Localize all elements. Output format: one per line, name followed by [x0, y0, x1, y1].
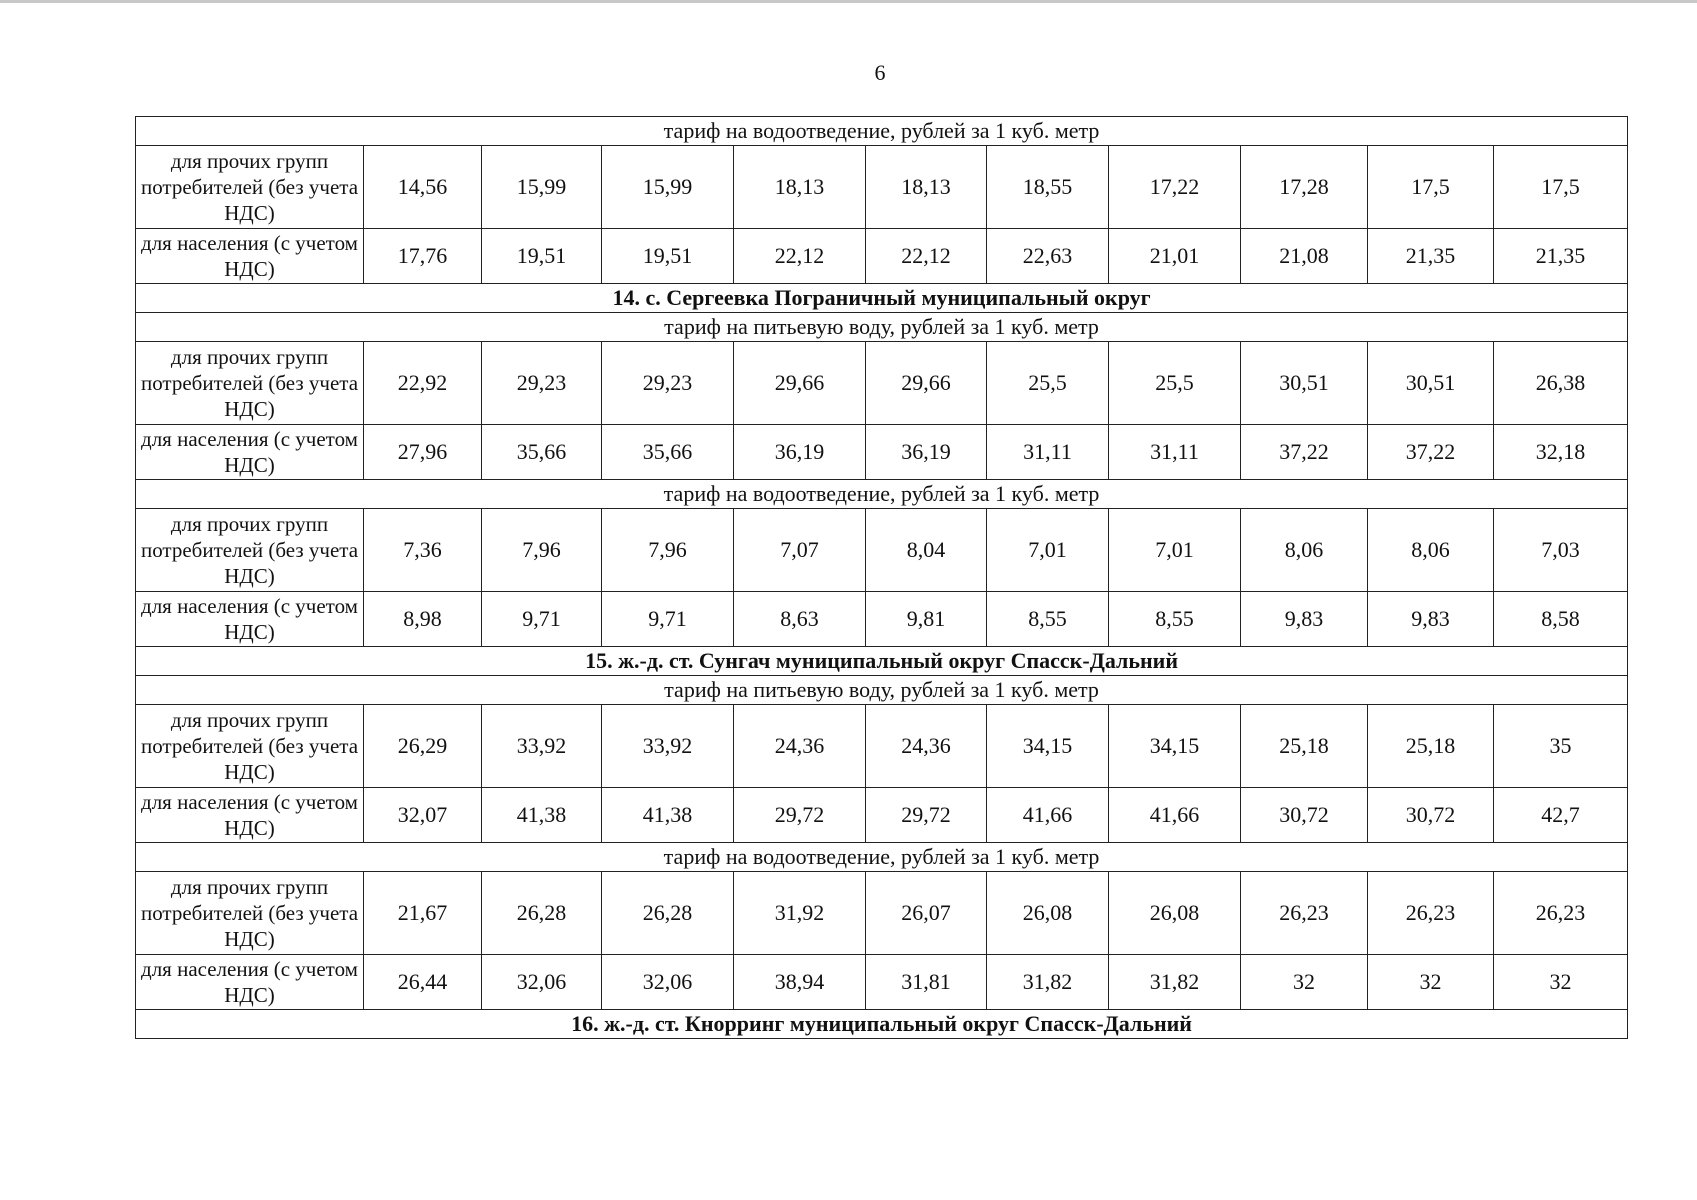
row-label: для населения (с учетом НДС) [136, 229, 364, 284]
value-cell: 15,99 [482, 146, 602, 229]
row-label: для прочих групп потребителей (без учета НДС) [136, 705, 364, 788]
value-cell: 29,66 [734, 342, 866, 425]
table-row [136, 229, 1628, 284]
value-cell: 25,5 [987, 342, 1109, 425]
value-cell: 7,03 [1494, 509, 1628, 592]
value-cell: 22,63 [987, 229, 1109, 284]
value-cell: 21,35 [1494, 229, 1628, 284]
value-cell: 29,72 [734, 788, 866, 843]
value-cell: 36,19 [866, 425, 987, 480]
value-cell: 26,23 [1368, 872, 1494, 955]
value-cell: 41,66 [987, 788, 1109, 843]
value-cell: 17,5 [1494, 146, 1628, 229]
row-label: для прочих групп потребителей (без учета НДС) [136, 872, 364, 955]
value-cell: 41,66 [1109, 788, 1241, 843]
value-cell: 8,55 [987, 592, 1109, 647]
table-row [136, 872, 1628, 955]
value-cell: 22,92 [364, 342, 482, 425]
value-cell: 17,76 [364, 229, 482, 284]
value-cell: 26,23 [1494, 872, 1628, 955]
value-cell: 35,66 [482, 425, 602, 480]
value-cell: 29,23 [602, 342, 734, 425]
value-cell: 18,13 [734, 146, 866, 229]
value-cell: 25,18 [1241, 705, 1368, 788]
value-cell: 25,18 [1368, 705, 1494, 788]
section-row [136, 1010, 1628, 1039]
value-cell: 7,96 [602, 509, 734, 592]
value-cell: 31,82 [987, 955, 1109, 1010]
value-cell: 30,72 [1368, 788, 1494, 843]
tariff-table [135, 116, 1628, 1039]
value-cell: 35 [1494, 705, 1628, 788]
value-cell: 22,12 [734, 229, 866, 284]
value-cell: 8,55 [1109, 592, 1241, 647]
value-cell: 31,82 [1109, 955, 1241, 1010]
value-cell: 34,15 [1109, 705, 1241, 788]
value-cell: 18,13 [866, 146, 987, 229]
value-cell: 38,94 [734, 955, 866, 1010]
value-cell: 29,72 [866, 788, 987, 843]
table-row [136, 342, 1628, 425]
tariff-row [136, 480, 1628, 509]
value-cell: 7,96 [482, 509, 602, 592]
table-row [136, 592, 1628, 647]
value-cell: 7,01 [987, 509, 1109, 592]
value-cell: 7,36 [364, 509, 482, 592]
row-label: для населения (с учетом НДС) [136, 955, 364, 1010]
value-cell: 9,71 [482, 592, 602, 647]
value-cell: 17,22 [1109, 146, 1241, 229]
value-cell: 21,08 [1241, 229, 1368, 284]
table-row [136, 788, 1628, 843]
value-cell: 29,23 [482, 342, 602, 425]
value-cell: 30,72 [1241, 788, 1368, 843]
value-cell: 8,06 [1241, 509, 1368, 592]
tariff-title: тариф на водоотведение, рублей за 1 куб. метр [136, 117, 1628, 146]
tariff-title: тариф на питьевую воду, рублей за 1 куб. метр [136, 676, 1628, 705]
value-cell: 8,06 [1368, 509, 1494, 592]
value-cell: 9,83 [1368, 592, 1494, 647]
value-cell: 26,28 [602, 872, 734, 955]
value-cell: 9,71 [602, 592, 734, 647]
value-cell: 31,11 [987, 425, 1109, 480]
value-cell: 32,18 [1494, 425, 1628, 480]
value-cell: 21,01 [1109, 229, 1241, 284]
value-cell: 8,63 [734, 592, 866, 647]
table-row [136, 146, 1628, 229]
table-row [136, 425, 1628, 480]
page-number: 6 [874, 60, 886, 85]
value-cell: 32 [1494, 955, 1628, 1010]
value-cell: 9,81 [866, 592, 987, 647]
section-row [136, 647, 1628, 676]
value-cell: 8,04 [866, 509, 987, 592]
value-cell: 33,92 [602, 705, 734, 788]
value-cell: 26,08 [987, 872, 1109, 955]
scan-edge [0, 0, 1697, 3]
value-cell: 21,67 [364, 872, 482, 955]
table-row [136, 705, 1628, 788]
section-title: 14. с. Сергеевка Пограничный муниципальный округ [136, 284, 1628, 313]
value-cell: 32,06 [482, 955, 602, 1010]
value-cell: 22,12 [866, 229, 987, 284]
value-cell: 29,66 [866, 342, 987, 425]
row-label: для населения (с учетом НДС) [136, 425, 364, 480]
value-cell: 32 [1241, 955, 1368, 1010]
value-cell: 7,07 [734, 509, 866, 592]
tariff-title: тариф на водоотведение, рублей за 1 куб. метр [136, 843, 1628, 872]
value-cell: 24,36 [734, 705, 866, 788]
value-cell: 27,96 [364, 425, 482, 480]
value-cell: 26,29 [364, 705, 482, 788]
value-cell: 26,07 [866, 872, 987, 955]
value-cell: 32,06 [602, 955, 734, 1010]
tariff-title: тариф на питьевую воду, рублей за 1 куб. метр [136, 313, 1628, 342]
row-label: для прочих групп потребителей (без учета НДС) [136, 342, 364, 425]
value-cell: 8,58 [1494, 592, 1628, 647]
value-cell: 42,7 [1494, 788, 1628, 843]
section-row [136, 284, 1628, 313]
value-cell: 17,5 [1368, 146, 1494, 229]
value-cell: 21,35 [1368, 229, 1494, 284]
value-cell: 41,38 [602, 788, 734, 843]
value-cell: 25,5 [1109, 342, 1241, 425]
value-cell: 7,01 [1109, 509, 1241, 592]
row-label: для прочих групп потребителей (без учета НДС) [136, 509, 364, 592]
value-cell: 24,36 [866, 705, 987, 788]
tariff-row [136, 117, 1628, 146]
value-cell: 19,51 [482, 229, 602, 284]
value-cell: 26,28 [482, 872, 602, 955]
value-cell: 37,22 [1368, 425, 1494, 480]
value-cell: 18,55 [987, 146, 1109, 229]
value-cell: 26,08 [1109, 872, 1241, 955]
value-cell: 33,92 [482, 705, 602, 788]
section-title: 16. ж.-д. ст. Кнорринг муниципальный округ Спасск-Дальний [136, 1010, 1628, 1039]
value-cell: 30,51 [1241, 342, 1368, 425]
table-row [136, 509, 1628, 592]
row-label: для прочих групп потребителей (без учета НДС) [136, 146, 364, 229]
tariff-row [136, 313, 1628, 342]
value-cell: 37,22 [1241, 425, 1368, 480]
value-cell: 32 [1368, 955, 1494, 1010]
value-cell: 41,38 [482, 788, 602, 843]
value-cell: 14,56 [364, 146, 482, 229]
value-cell: 32,07 [364, 788, 482, 843]
value-cell: 19,51 [602, 229, 734, 284]
value-cell: 34,15 [987, 705, 1109, 788]
value-cell: 31,81 [866, 955, 987, 1010]
value-cell: 15,99 [602, 146, 734, 229]
value-cell: 17,28 [1241, 146, 1368, 229]
value-cell: 35,66 [602, 425, 734, 480]
section-title: 15. ж.-д. ст. Сунгач муниципальный округ Спасск-Дальний [136, 647, 1628, 676]
value-cell: 36,19 [734, 425, 866, 480]
value-cell: 26,44 [364, 955, 482, 1010]
value-cell: 26,23 [1241, 872, 1368, 955]
value-cell: 30,51 [1368, 342, 1494, 425]
tariff-row [136, 676, 1628, 705]
row-label: для населения (с учетом НДС) [136, 592, 364, 647]
tariff-table-body [136, 117, 1628, 1039]
value-cell: 8,98 [364, 592, 482, 647]
value-cell: 31,92 [734, 872, 866, 955]
row-label: для населения (с учетом НДС) [136, 788, 364, 843]
value-cell: 31,11 [1109, 425, 1241, 480]
value-cell: 26,38 [1494, 342, 1628, 425]
value-cell: 9,83 [1241, 592, 1368, 647]
tariff-title: тариф на водоотведение, рублей за 1 куб. метр [136, 480, 1628, 509]
table-row [136, 955, 1628, 1010]
tariff-row [136, 843, 1628, 872]
